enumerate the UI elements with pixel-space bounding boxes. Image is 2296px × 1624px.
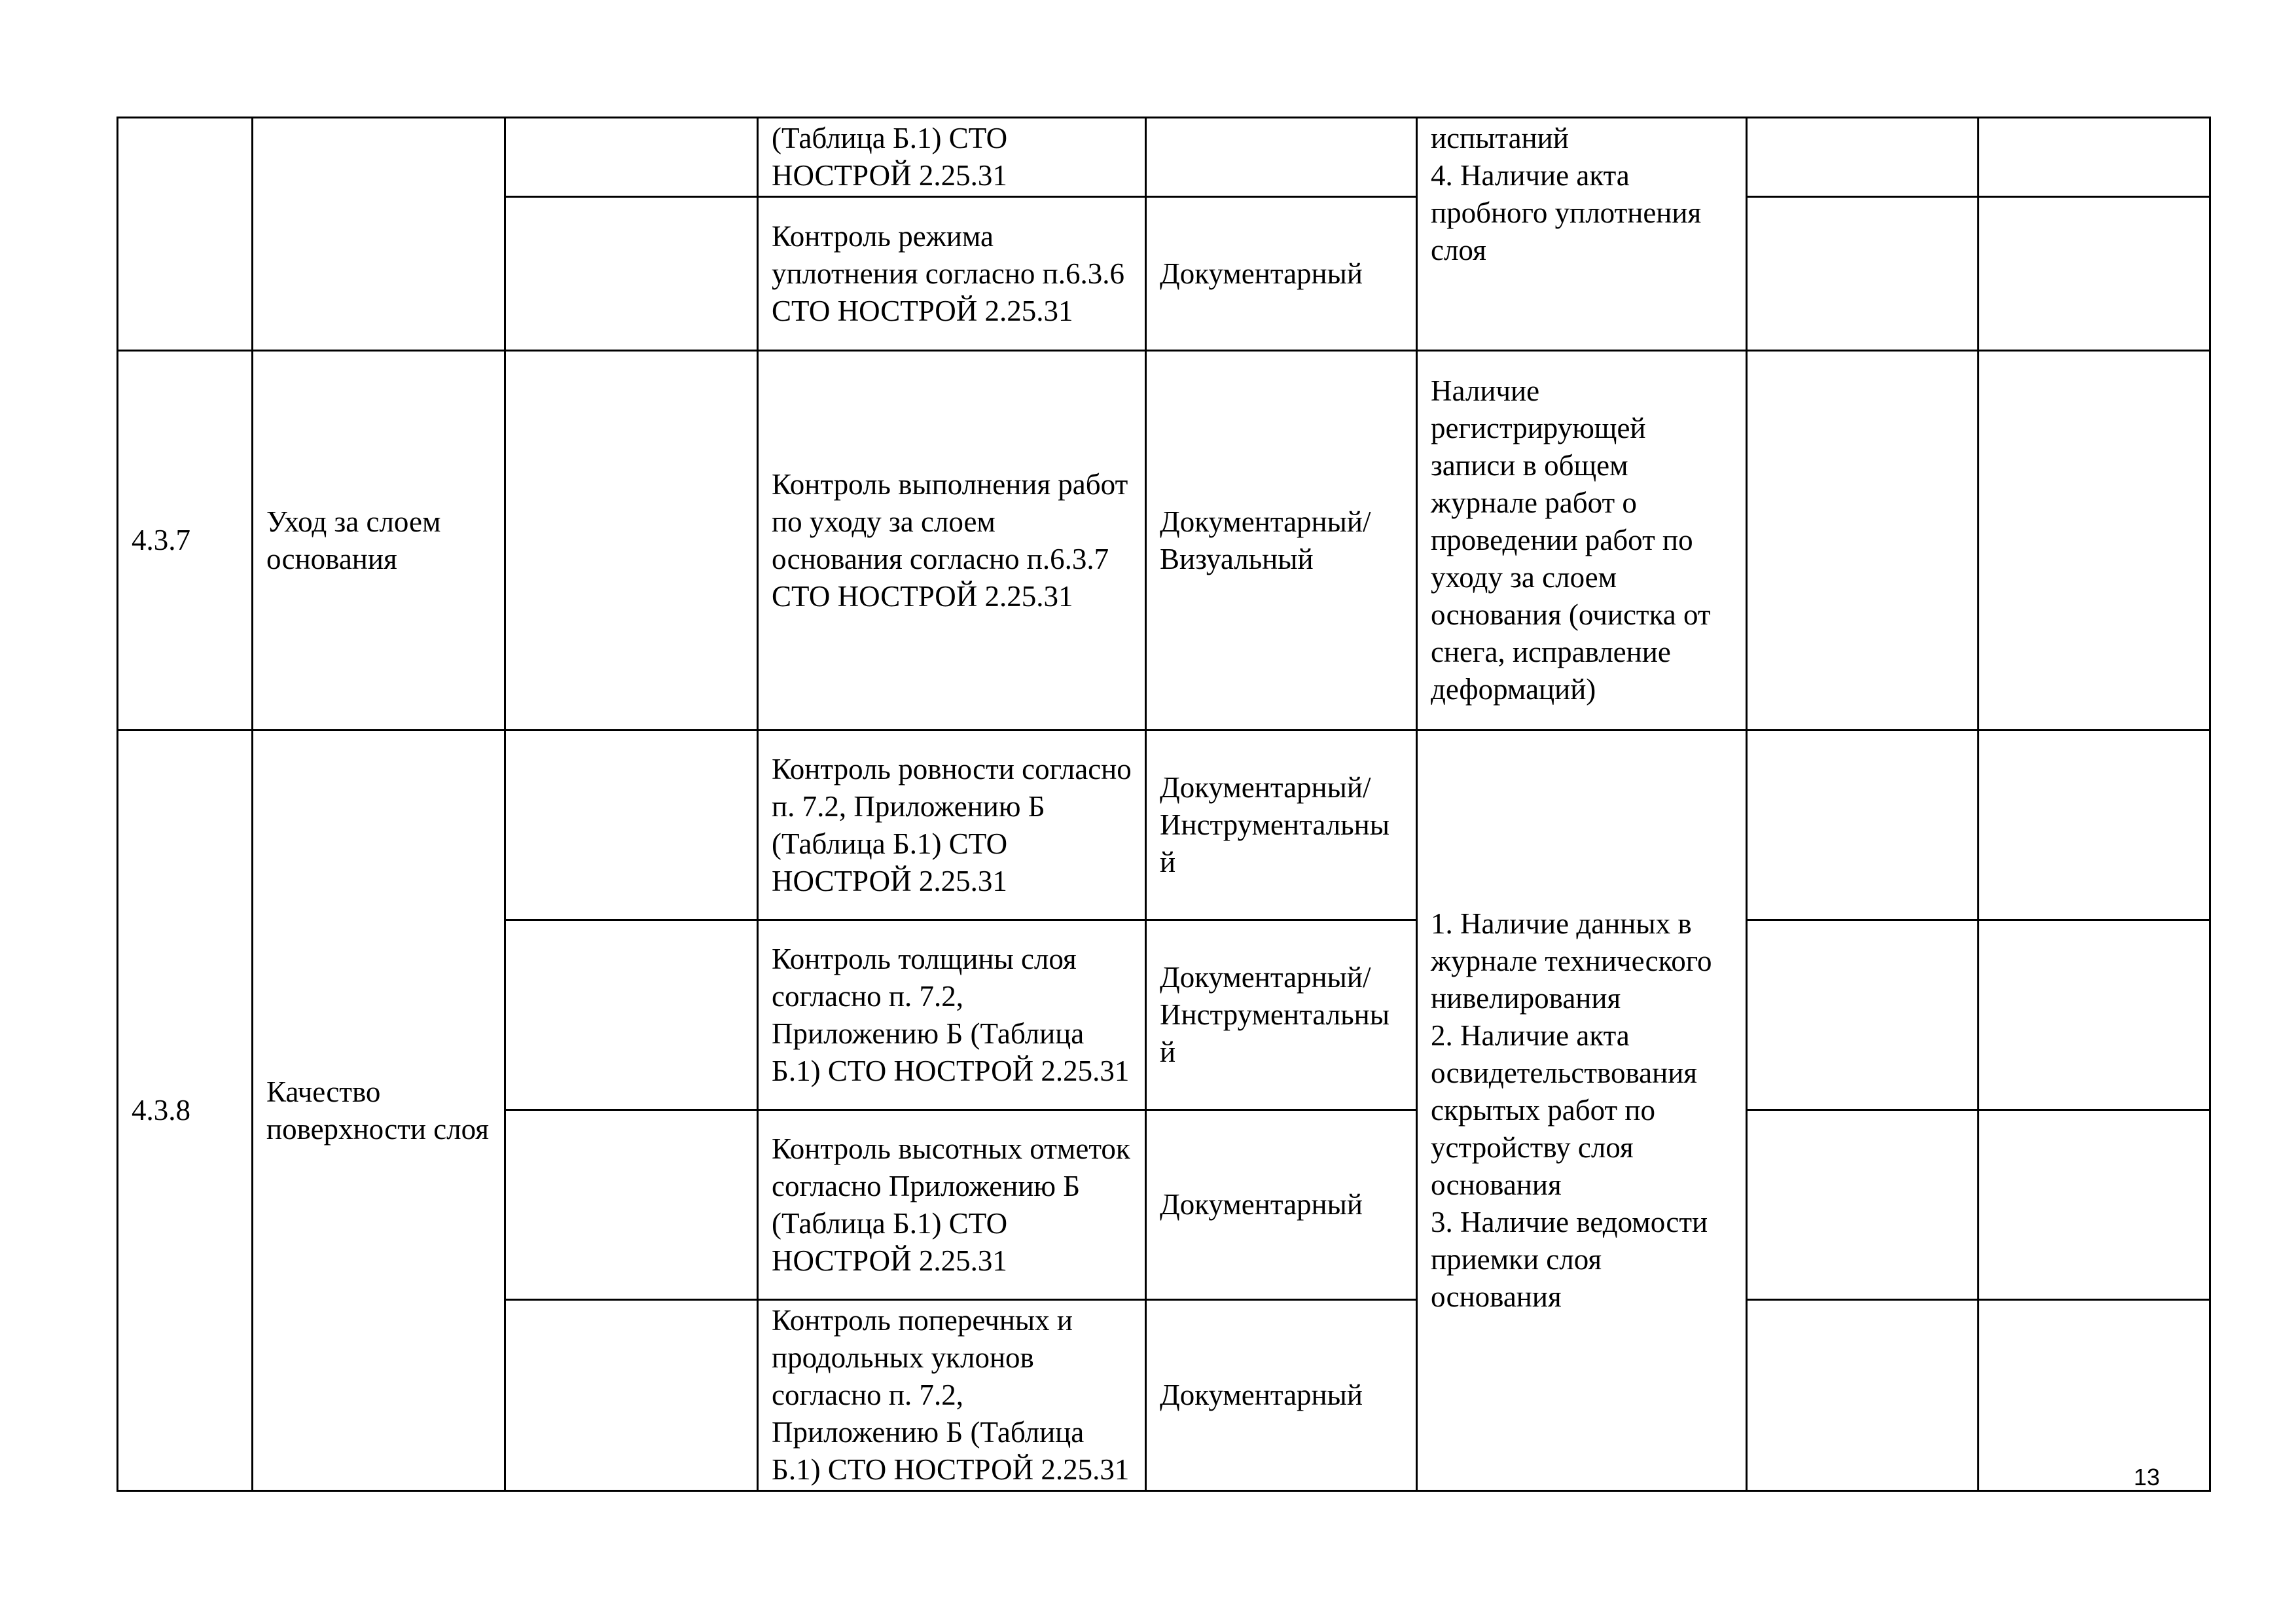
blank-cell <box>505 920 758 1110</box>
empty-cell <box>1747 731 1979 920</box>
table-row <box>118 351 2210 731</box>
blank-cell <box>505 118 758 197</box>
control-cell: (Таблица Б.1) СТО НОСТРОЙ 2.25.31 <box>758 118 1146 197</box>
control-cell: Контроль режима уплотнения согласно п.6.3.6 СТО НОСТРОЙ 2.25.31 <box>758 197 1146 351</box>
method-cell: Документарный/ Инструментальный <box>1146 731 1417 920</box>
empty-cell <box>1747 1110 1979 1300</box>
empty-cell <box>1979 920 2210 1110</box>
empty-cell <box>1747 1300 1979 1491</box>
control-table <box>117 117 2211 1492</box>
method-cell: Документарный/ Инструментальный <box>1146 920 1417 1110</box>
blank-cell <box>505 351 758 731</box>
method-cell: Документарный/ Визуальный <box>1146 351 1417 731</box>
item-number-cell: 4.3.8 <box>118 731 253 1491</box>
method-cell: Документарный <box>1146 197 1417 351</box>
method-cell: Документарный <box>1146 1110 1417 1300</box>
method-cell: Документарный <box>1146 1300 1417 1491</box>
empty-cell <box>1979 351 2210 731</box>
control-cell: Контроль толщины слоя согласно п. 7.2, Приложению Б (Таблица Б.1) СТО НОСТРОЙ 2.25.31 <box>758 920 1146 1110</box>
blank-cell <box>505 731 758 920</box>
blank-cell <box>505 197 758 351</box>
documents-cell: Наличие регистрирующей записи в общем журнале работ о проведении работ по уходу за слоем основания (очистка от снега, исправление деформаций) <box>1417 351 1747 731</box>
empty-cell <box>1747 118 1979 197</box>
parameter-cell <box>253 118 505 351</box>
parameter-cell: Уход за слоем основания <box>253 351 505 731</box>
blank-cell <box>505 1110 758 1300</box>
control-cell: Контроль поперечных и продольных уклонов согласно п. 7.2, Приложению Б (Таблица Б.1) СТО НОСТРОЙ 2.25.31 <box>758 1300 1146 1491</box>
control-cell: Контроль высотных отметок согласно Приложению Б (Таблица Б.1) СТО НОСТРОЙ 2.25.31 <box>758 1110 1146 1300</box>
item-number-cell <box>118 118 253 351</box>
item-number-cell: 4.3.7 <box>118 351 253 731</box>
table-row <box>118 731 2210 920</box>
parameter-cell: Качество поверхности слоя <box>253 731 505 1491</box>
empty-cell <box>1747 197 1979 351</box>
documents-cell: испытаний 4. Наличие акта пробного уплотнения слоя <box>1417 118 1747 351</box>
blank-cell <box>505 1300 758 1491</box>
page-number: 13 <box>2133 1464 2160 1490</box>
empty-cell <box>1979 1300 2210 1491</box>
control-cell: Контроль выполнения работ по уходу за слоем основания согласно п.6.3.7 СТО НОСТРОЙ 2.25.31 <box>758 351 1146 731</box>
empty-cell <box>1747 920 1979 1110</box>
empty-cell <box>1747 351 1979 731</box>
control-cell: Контроль ровности согласно п. 7.2, Приложению Б (Таблица Б.1) СТО НОСТРОЙ 2.25.31 <box>758 731 1146 920</box>
empty-cell <box>1979 1110 2210 1300</box>
table-row <box>118 118 2210 197</box>
documents-cell: 1. Наличие данных в журнале технического нивелирования 2. Наличие акта освидетельствования скрытых работ по устройству слоя основания 3. Наличие ведомости приемки слоя основания <box>1417 731 1747 1491</box>
empty-cell <box>1979 118 2210 197</box>
empty-cell <box>1979 731 2210 920</box>
empty-cell <box>1979 197 2210 351</box>
method-cell <box>1146 118 1417 197</box>
